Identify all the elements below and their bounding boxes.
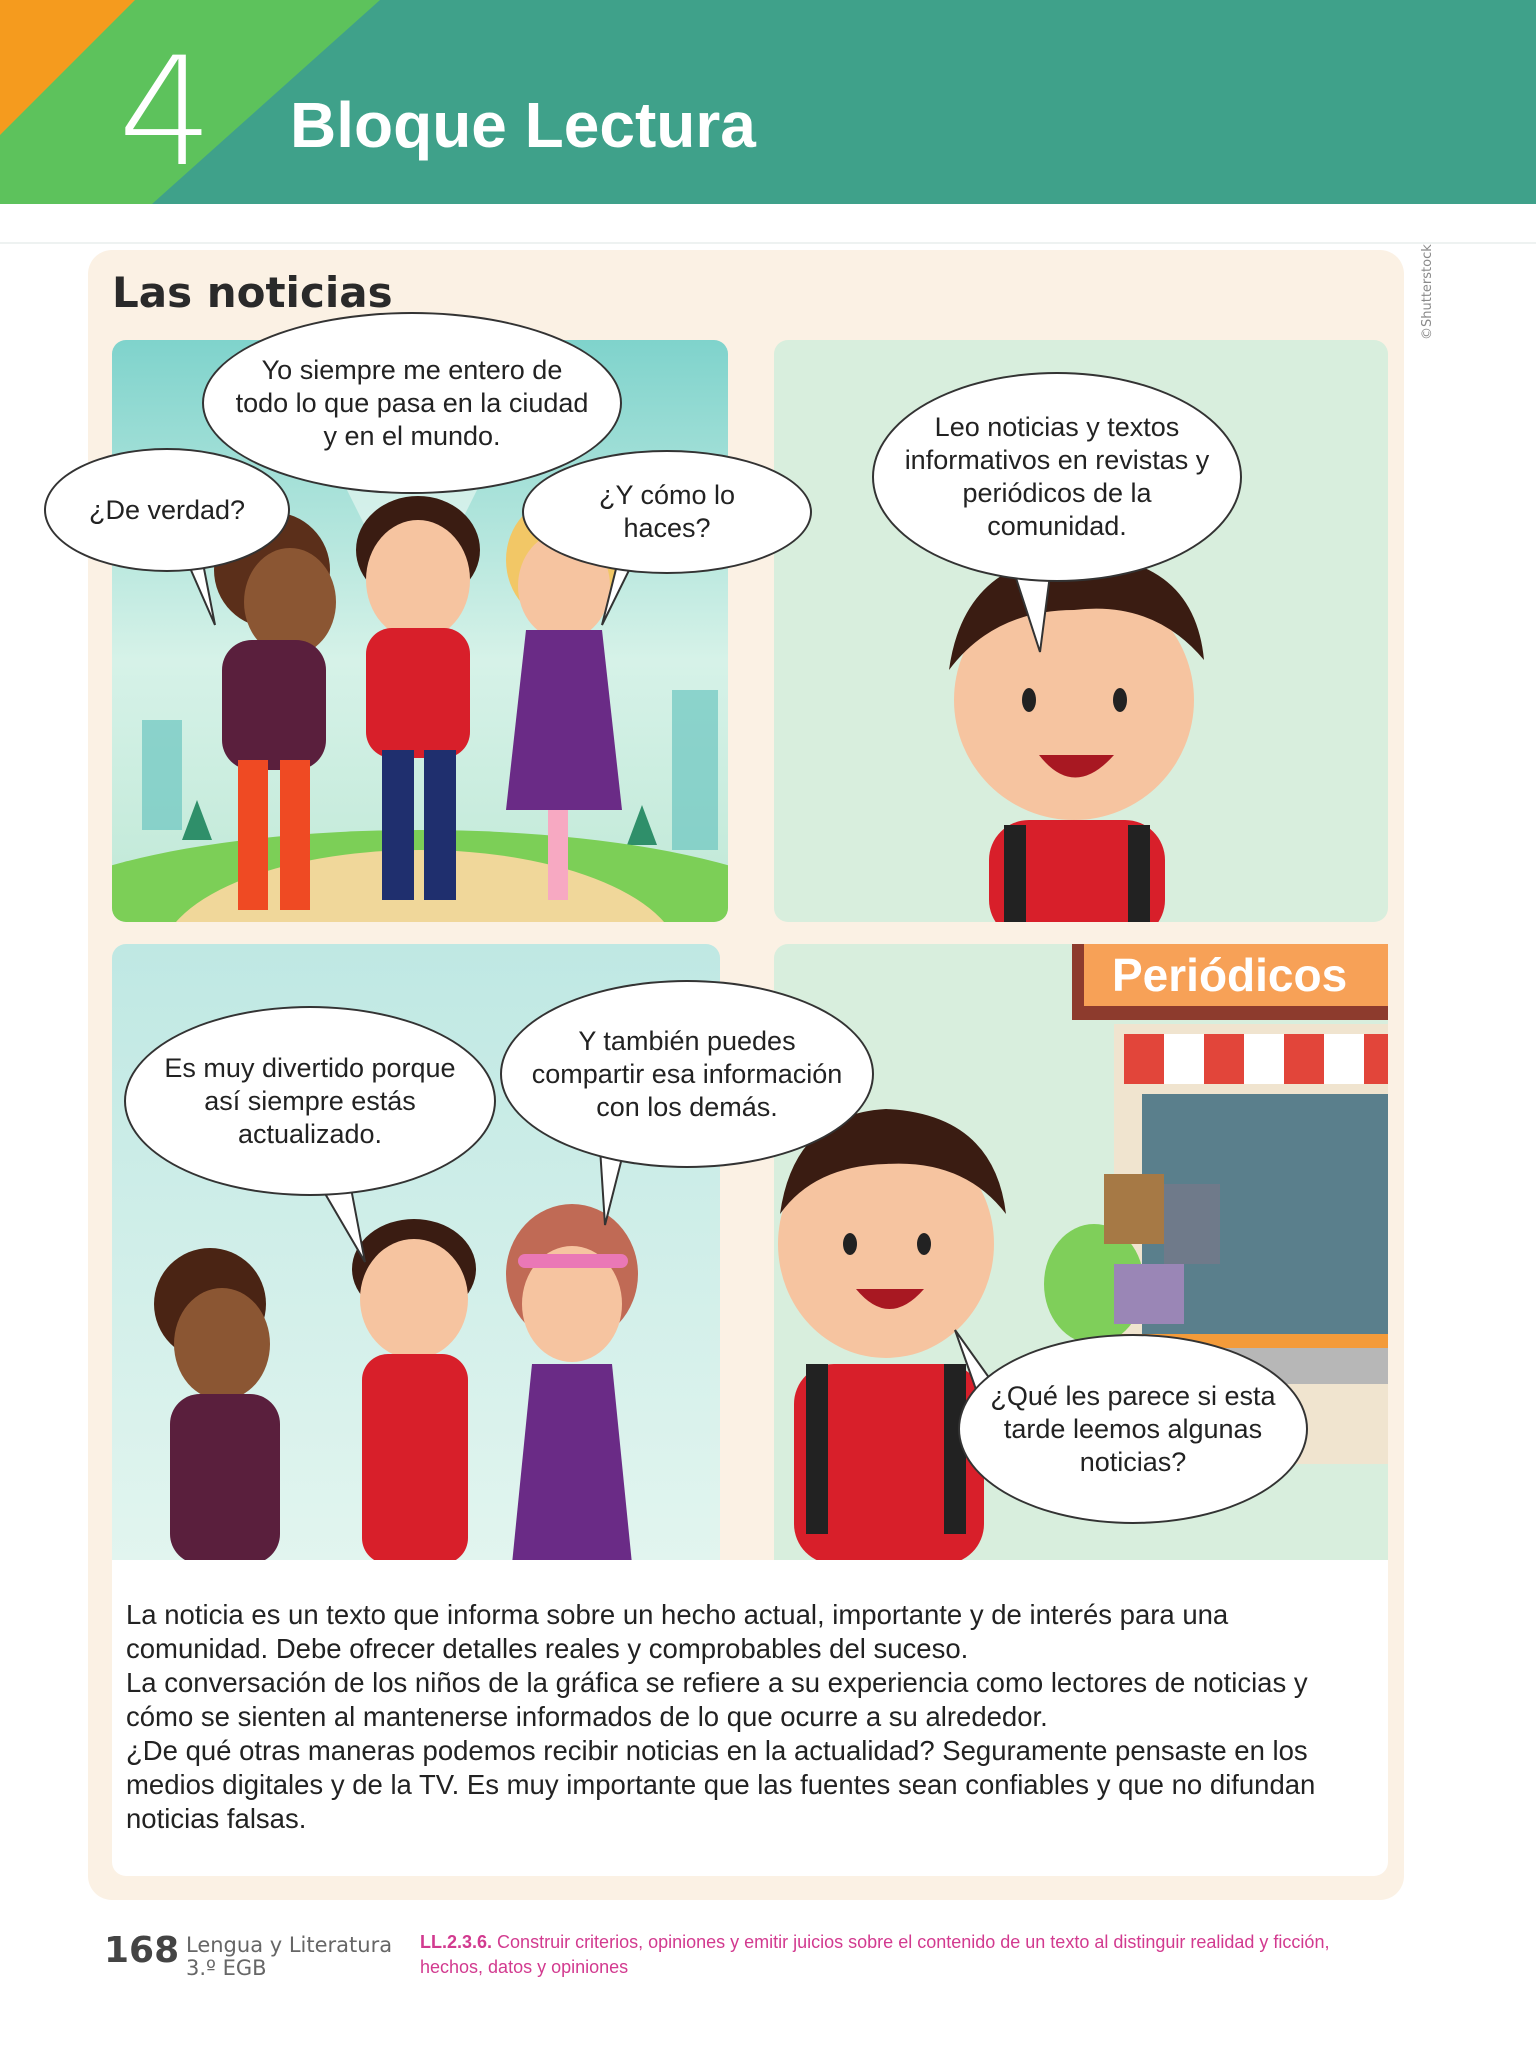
- speech-bubble-left: ¿De verdad?: [44, 448, 290, 572]
- book-subject: Lengua y Literatura: [186, 1933, 393, 1957]
- unit-number: 4: [118, 26, 214, 200]
- speech-bubble-panel3-left: Es muy divertido porque así siempre estás actualizado.: [124, 1006, 496, 1196]
- paragraph-2: La conversación de los niños de la gráfica se refiere a su experiencia como lectores de noticias y cómo se sienten al mantenerse informados de lo que ocurre a su alrededor.: [126, 1667, 1308, 1732]
- speech-bubble-panel3-right: Y también puedes compartir esa información con los demás.: [500, 980, 874, 1168]
- skill-code: LL.2.3.6.: [420, 1932, 493, 1952]
- paragraph-1: La noticia es un texto que informa sobre un hecho actual, importante y de interés para una comunidad. Debe ofrecer detalles reales y comprobables del suceso.: [126, 1599, 1229, 1664]
- page-number: 168: [104, 1930, 180, 1971]
- skill-text: Construir criterios, opiniones y emitir juicios sobre el contenido de un texto al distinguir realidad y ficción, hechos, datos y opiniones: [420, 1932, 1330, 1977]
- speech-bubble-panel4: ¿Qué les parece si esta tarde leemos algunas noticias?: [958, 1334, 1308, 1524]
- unit-title: Bloque Lectura: [290, 89, 756, 161]
- speech-bubble-panel2: Leo noticias y textos informativos en revistas y periódicos de la comunidad.: [872, 372, 1242, 582]
- section-title: Las noticias: [112, 268, 393, 317]
- book-grade: 3.º EGB: [186, 1956, 267, 1980]
- speech-bubble-right: ¿Y cómo lo haces?: [522, 450, 812, 574]
- image-credit: ©Shutterstock: [1420, 244, 1435, 340]
- paragraph-3: ¿De qué otras maneras podemos recibir noticias en la actualidad? Seguramente pensaste en los medios digitales y de la TV. Es muy importante que las fuentes sean confiables y que no difundan noticias falsas.: [126, 1735, 1316, 1834]
- shop-sign-text: Periódicos: [1112, 949, 1348, 1001]
- speech-bubble-center: Yo siempre me entero de todo lo que pasa en la ciudad y en el mundo.: [202, 312, 622, 494]
